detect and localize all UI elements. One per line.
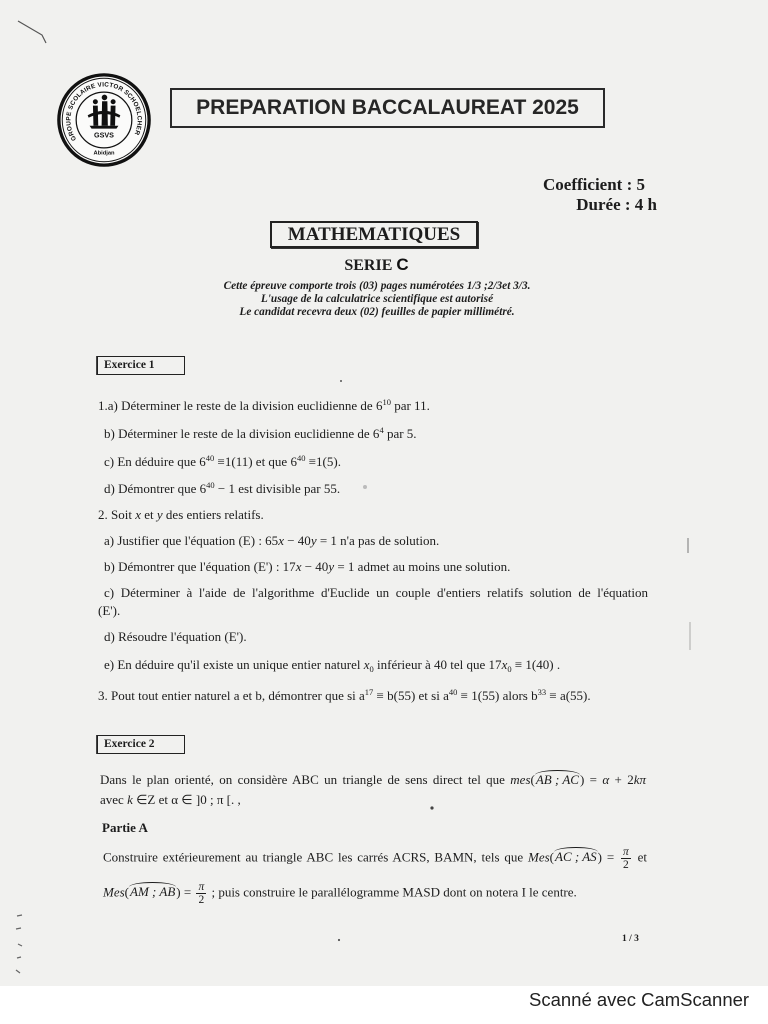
text-run: ; puis construire le parallélogramme MASD dont on notera I le centre.	[208, 884, 577, 900]
fraction-numerator: π	[198, 881, 205, 893]
exercise-2-intro	[100, 772, 646, 788]
exercise-2-heading: Exercice 2	[97, 735, 185, 754]
text-run: ≡ 1(40) .	[511, 657, 561, 672]
text-run: et	[632, 849, 647, 865]
math-variable: Mes	[528, 849, 550, 865]
text-run: inférieur à 40 tel que 17	[373, 657, 502, 672]
text-run: d) Démontrer que 6	[104, 481, 207, 496]
math-variable: Mes	[103, 884, 125, 900]
text-run: (	[530, 772, 535, 787]
question-1b	[104, 426, 417, 442]
superscript: 10	[382, 397, 391, 407]
superscript: 4	[379, 425, 384, 435]
superscript: 40	[205, 453, 215, 463]
superscript: 33	[537, 687, 547, 697]
text-run: Construire extérieurement au triangle ABC les carrés ACRS, BAMN, tels que	[103, 849, 528, 865]
superscript: 40	[206, 480, 215, 490]
text-run: (E').	[98, 603, 121, 618]
instruction-line: Le candidat recevra deux (02) feuilles de papier millimétré.	[239, 306, 515, 318]
math-variable: y	[156, 507, 163, 522]
text-run: Dans le plan orienté, on considère ABC un triangle de sens direct tel que	[100, 772, 511, 787]
text-run: (	[549, 849, 555, 865]
text-run: b) Déterminer le reste de la division euclidienne de 6	[104, 426, 380, 441]
text-run: a) Justifier que l'équation (E) : 65	[104, 533, 279, 548]
text-run: ≡ 1(55) alors b	[457, 688, 538, 703]
text-run: ≡ b(55) et si a	[373, 688, 449, 703]
math-variable: mes	[510, 772, 531, 787]
superscript: 17	[364, 687, 374, 697]
math-variable: x	[135, 507, 141, 522]
text-run: 1.a) Déterminer le reste de la division euclidienne de 6	[98, 398, 383, 413]
logo-ring-text: GROUPE SCOLAIRE VICTOR SCHOELCHER	[65, 81, 143, 142]
question-1d	[104, 481, 340, 497]
text-run: = 1 n'a pas de solution.	[316, 533, 440, 548]
subscript: 0	[369, 664, 374, 674]
question-1c	[104, 454, 341, 470]
math-variable: kπ	[633, 772, 646, 787]
part-a-statement-continued	[103, 881, 577, 906]
text-run: ≡1(5).	[305, 454, 341, 469]
instruction-line: L'usage de la calculatrice scientifique est autorisé	[260, 293, 494, 305]
text-run: 2. Soit	[98, 507, 136, 522]
fraction-denominator: 2	[623, 859, 629, 871]
text-run: b) Démontrer que l'équation (E') : 17	[104, 559, 296, 574]
question-2c	[104, 585, 648, 601]
fraction	[621, 846, 631, 871]
scanner-watermark: Scanné avec CamScanner	[529, 989, 750, 1010]
question-2b	[104, 559, 510, 575]
superscript: 40	[296, 453, 306, 463]
text-run: d) Résoudre l'équation (E').	[104, 629, 247, 644]
text-run: par 11.	[390, 398, 430, 413]
oriented-angle: AB ; AC	[535, 772, 579, 787]
text-run: ≡ a(55).	[546, 688, 591, 703]
text-run: (	[124, 884, 130, 900]
text-run: ) =	[176, 884, 195, 900]
question-2c-continued	[98, 603, 120, 619]
logo-initials: GSVS	[94, 130, 114, 140]
text-run: + 2	[609, 772, 634, 787]
fraction-numerator: π	[623, 846, 629, 858]
math-variable: k	[127, 792, 133, 807]
logo-city: Abidjan	[93, 150, 115, 157]
math-variable: y	[310, 533, 317, 548]
text-run: − 40	[283, 533, 311, 548]
text-run: des entiers relatifs.	[162, 507, 264, 522]
oriented-angle: AC ; AS	[555, 849, 597, 865]
serie-heading	[0, 256, 752, 275]
text-run: = 1 admet au moins une solution.	[334, 559, 511, 574]
coefficient: Coefficient : 5	[543, 175, 645, 194]
school-logo	[56, 72, 152, 168]
superscript: 40	[448, 687, 458, 697]
text-run: e) En déduire qu'il existe un unique entier naturel	[104, 657, 364, 672]
question-3	[98, 688, 591, 704]
text-run: ) =	[579, 772, 603, 787]
text-run: ) =	[597, 849, 619, 865]
text-run: − 1 est divisible par 55.	[214, 481, 341, 496]
exam-title: PREPARATION BACCALAUREAT 2025	[170, 88, 605, 128]
question-2e	[104, 657, 560, 673]
exercise-2-intro-continued	[100, 792, 241, 808]
question-2	[98, 507, 264, 523]
question-2a	[104, 533, 439, 549]
text-run: ∈Z et α ∈ ]0 ; π [. ,	[132, 792, 241, 807]
question-1a	[98, 398, 430, 414]
exam-instructions	[0, 280, 754, 319]
instruction-line: Cette épreuve comporte trois (03) pages numérotées 1/3 ;2/3et 3/3.	[223, 280, 531, 292]
part-a-title: Partie A	[102, 820, 148, 835]
text-run: ≡1(11) et que 6	[214, 454, 297, 469]
oriented-angle: AM ; AB	[130, 884, 176, 900]
text-run: c) En déduire que 6	[104, 454, 206, 469]
text-run: et	[141, 507, 157, 522]
page-number: 1 / 3	[622, 934, 639, 944]
text-run: par 5.	[383, 426, 417, 441]
text-run: 3. Pout tout entier naturel a et b, démontrer que si a	[98, 688, 365, 703]
part-a-statement	[103, 846, 647, 871]
math-variable: x	[295, 559, 302, 574]
text-run: c) Déterminer à l'aide de l'algorithme d'Euclide un couple d'entiers relatifs solution de l'équation	[104, 585, 648, 600]
question-2d	[104, 629, 247, 645]
fraction	[196, 881, 206, 906]
math-variable: x	[278, 533, 284, 548]
duration: Durée : 4 h	[576, 195, 657, 214]
exercise-1-heading: Exercice 1	[97, 356, 185, 375]
fraction-denominator: 2	[198, 894, 205, 906]
subscript: 0	[507, 664, 512, 674]
subject-title: MATHEMATIQUES	[270, 221, 478, 248]
serie-label: SERIE	[344, 257, 393, 274]
text-run: − 40	[301, 559, 329, 574]
text-run: avec	[100, 792, 128, 807]
math-variable: x	[501, 657, 508, 672]
math-variable: y	[328, 559, 335, 574]
math-variable: α	[602, 772, 610, 787]
serie-value: C	[396, 255, 408, 274]
math-variable: x	[363, 657, 370, 672]
